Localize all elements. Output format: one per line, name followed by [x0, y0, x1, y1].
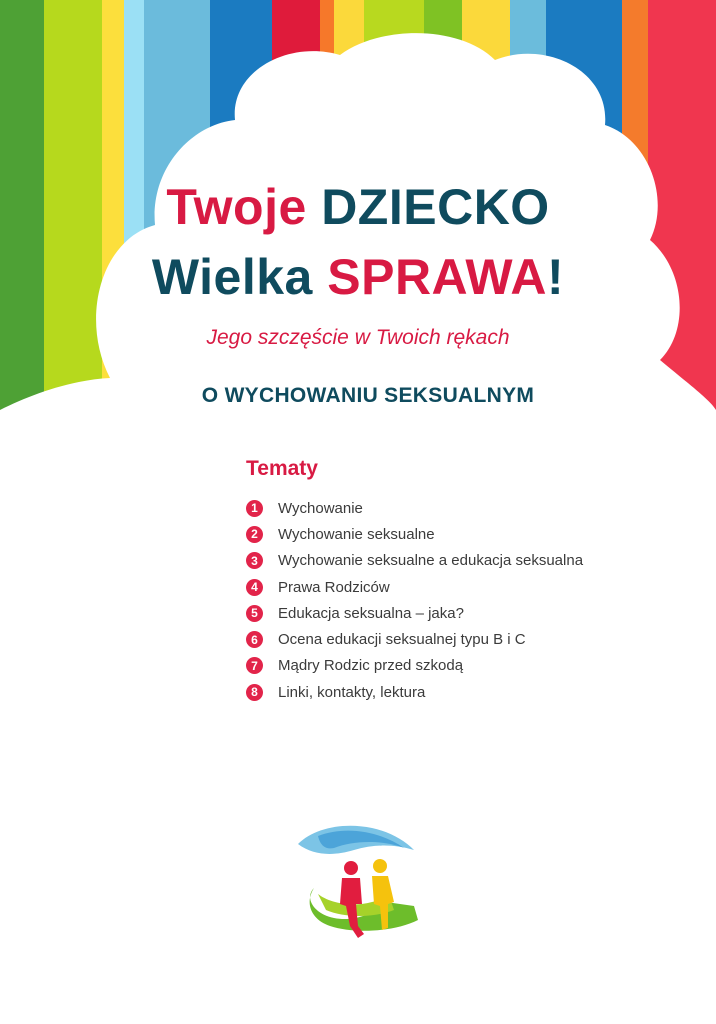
number-2-icon: 2 — [246, 526, 263, 543]
title-line-1 — [0, 178, 716, 236]
number-8-icon: 8 — [246, 684, 263, 701]
topics-title: Tematy — [246, 457, 318, 480]
number-1-icon: 1 — [246, 500, 263, 517]
topics-list — [246, 495, 583, 705]
section-heading: O WYCHOWANIU SEKSUALNYM — [201, 384, 535, 407]
title-line-2 — [0, 248, 716, 306]
number-7-icon: 7 — [246, 657, 263, 674]
topic-label: Ocena edukacji seksualnej typu B i C — [278, 631, 526, 649]
topic-label: Mądry Rodzic przed szkodą — [278, 657, 464, 675]
topic-item — [246, 653, 583, 679]
topic-item — [246, 521, 583, 547]
number-3-icon: 3 — [246, 552, 263, 569]
title-word-dziecko: DZIECKO — [321, 179, 550, 235]
children-hands-logo-icon — [294, 822, 418, 950]
topic-item — [246, 600, 583, 626]
title-word-twoje: Twoje — [166, 179, 307, 235]
topic-label: Wychowanie seksualne a edukacja seksualna — [278, 552, 584, 570]
topic-label: Prawa Rodziców — [278, 578, 390, 596]
topic-item — [246, 679, 583, 705]
topic-label: Edukacja seksualna – jaka? — [278, 604, 464, 622]
topic-item — [246, 626, 583, 652]
number-4-icon: 4 — [246, 579, 263, 596]
title-exclamation: ! — [546, 249, 565, 305]
number-5-icon: 5 — [246, 605, 263, 622]
topic-item — [246, 548, 583, 574]
topic-label: Wychowanie — [278, 499, 363, 517]
topic-item — [246, 495, 583, 521]
subtitle: Jego szczęście w Twoich rękach — [206, 326, 510, 349]
title-word-wielka: Wielka — [151, 249, 313, 305]
topic-label: Wychowanie seksualne — [278, 525, 435, 543]
title-word-sprawa: SPRAWA — [327, 249, 547, 305]
topic-item — [246, 574, 583, 600]
topic-label: Linki, kontakty, lektura — [278, 683, 426, 701]
number-6-icon: 6 — [246, 631, 263, 648]
